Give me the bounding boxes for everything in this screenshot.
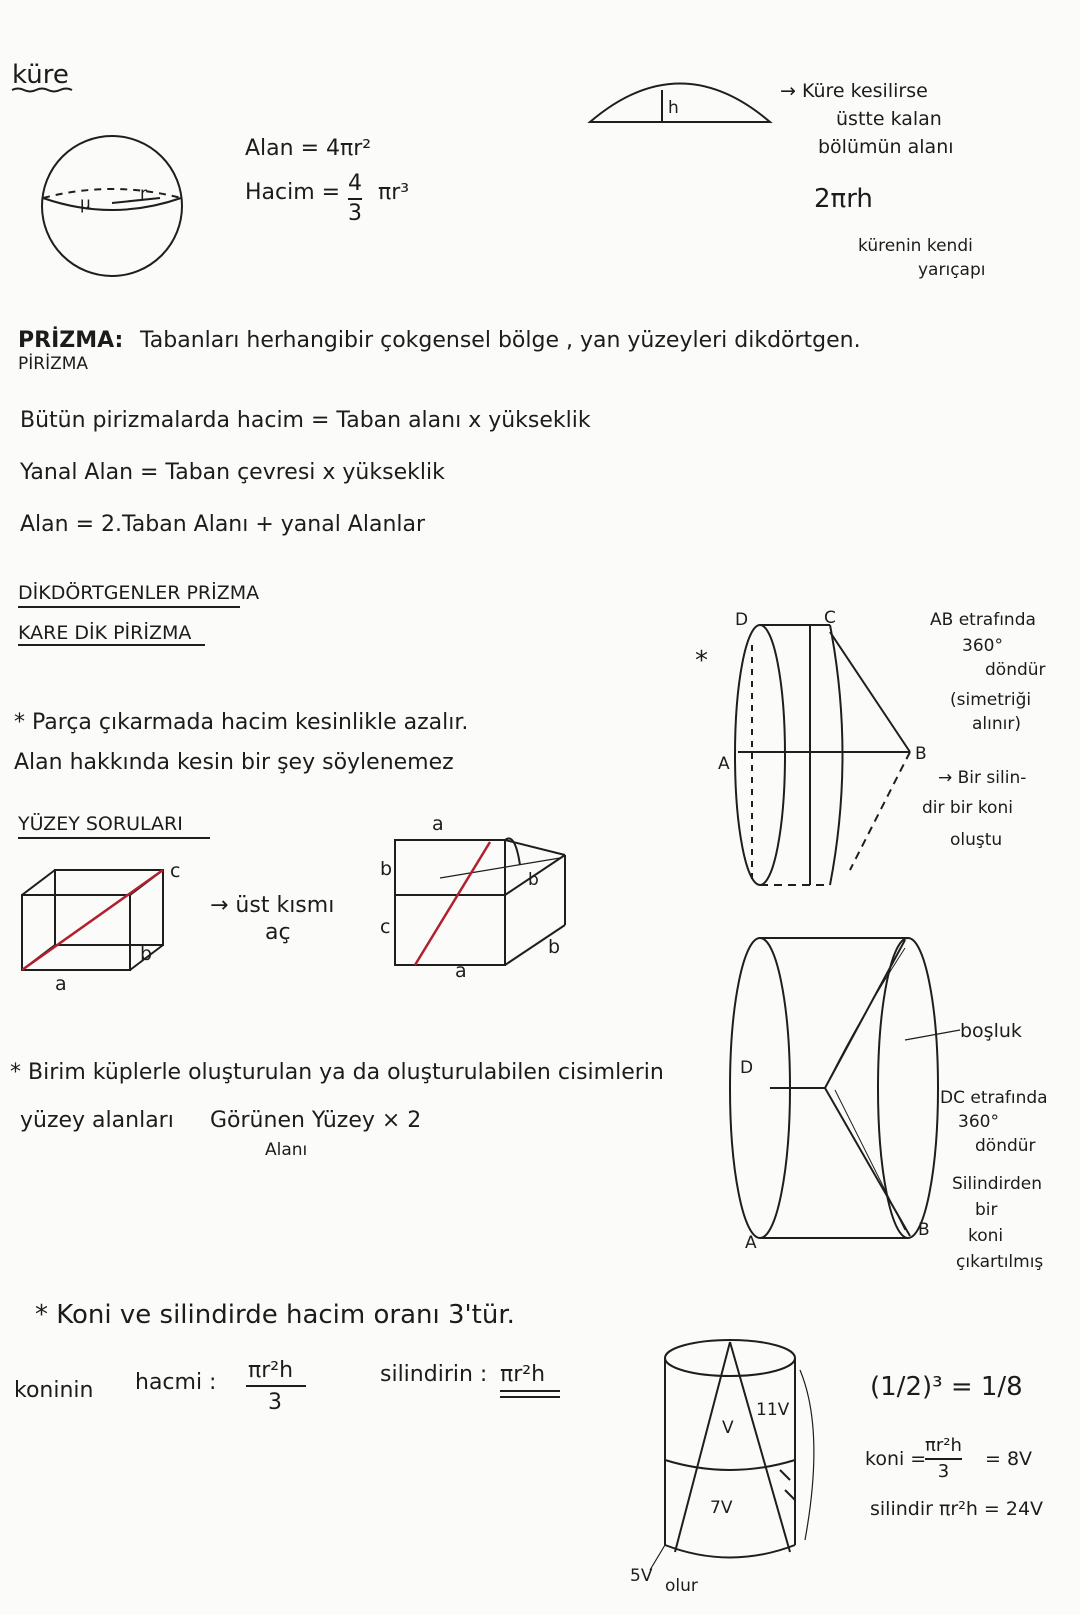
prizma-heading: PRİZMA: [18, 328, 124, 353]
silindir-formula: πr²h [500, 1362, 546, 1387]
net-label-a-bottom: a [455, 960, 467, 982]
rotation2-note-2: 360° [958, 1112, 999, 1132]
koni-hacmi: hacmi : [135, 1370, 217, 1395]
prizma-line-1: Bütün pirizmalarda hacim = Taban alanı x yükseklik [20, 408, 591, 433]
cylinder-label-V: V [722, 1418, 734, 1438]
rotation2-note-6: koni [968, 1226, 1004, 1246]
cap-note-3: bölümün alanı [818, 136, 954, 158]
kure-hacim-fraction [348, 172, 362, 226]
rotation2-label-A: A [745, 1233, 757, 1253]
rotation1-note-1: AB etrafında [930, 610, 1036, 630]
cylinder-koni-value: = 8V [985, 1448, 1033, 1470]
rotation1-label-A: A [718, 754, 730, 774]
cap-note-2: üstte kalan [836, 108, 942, 130]
cylinder-koni-denominator: 3 [937, 1460, 950, 1482]
koni-formula-den: 3 [268, 1390, 282, 1415]
cylinder-label-olur: olur [665, 1576, 698, 1596]
prizma-label-under: PİRİZMA [18, 354, 89, 374]
yuzey-title: YÜZEY SORULARI [18, 813, 183, 835]
box-label-b: b [140, 943, 153, 965]
net-label-b-fold: b [528, 870, 539, 890]
cap-formula: 2πrh [814, 184, 873, 214]
net-label-b-right: b [548, 936, 561, 958]
cylinder-silindir-line: silindir πr²h = 24V [870, 1498, 1044, 1520]
cap-note-1: → Küre kesilirse [780, 80, 928, 102]
prizma-line-2: Yanal Alan = Taban çevresi x yükseklik [20, 460, 445, 485]
rotation2-label-B: B [918, 1220, 930, 1240]
prizma-type-1: DİKDÖRTGENLER PRİZMA [18, 582, 260, 604]
kure-hacim-bar [348, 198, 362, 200]
rotation1-figure [735, 625, 910, 885]
sphere-shape [42, 136, 182, 276]
cylinder-koni-numerator: πr²h [925, 1435, 962, 1456]
prizma-type-2: KARE DİK PİRİZMA [18, 622, 192, 644]
koni-line-1: * Koni ve silindirde hacim oranı 3'tür. [35, 1300, 515, 1330]
rotation1-result-1: → Bir silin- [938, 768, 1027, 788]
net-label-a-top: a [432, 813, 444, 835]
koni-label: koninin [14, 1378, 94, 1403]
sphere-equator-front [43, 198, 181, 210]
cylinder-koni-fraction [925, 1436, 962, 1482]
birim-formula-sub: Alanı [265, 1140, 308, 1160]
rotation2-label-D: D [740, 1058, 754, 1078]
cylinder-figure [650, 1340, 814, 1570]
cylinder-label-7V: 7V [710, 1498, 733, 1518]
kure-hacim-suffix: πr³ [378, 180, 410, 205]
birim-line-2: yüzey alanları [20, 1108, 174, 1133]
rotation2-note-7: çıkartılmış [956, 1252, 1044, 1272]
birim-line-1: * Birim küplerle oluşturulan ya da oluşturulabilen cisimlerin [10, 1060, 664, 1085]
silindir-label: silindirin : [380, 1362, 488, 1387]
rotation1-result-3: oluştu [950, 830, 1003, 850]
net-diagonal [415, 842, 490, 965]
box-label-c: c [170, 860, 181, 882]
kure-hacim-prefix: Hacim = [245, 180, 341, 205]
spherical-cap [590, 84, 770, 123]
rotation2-note-3: döndür [975, 1136, 1036, 1156]
cylinder-koni-bar [925, 1458, 962, 1460]
sphere-center-label: μ [80, 194, 91, 214]
box-label-a: a [55, 973, 67, 995]
cap-r-note-2: yarıçapı [918, 260, 986, 280]
rotation2-note-1: DC etrafında [940, 1088, 1048, 1108]
rotation1-note-5: alınır) [972, 714, 1021, 734]
kure-title: küre [12, 60, 69, 90]
rotation2-bosluk: boşluk [960, 1020, 1022, 1042]
net-label-c: c [380, 916, 391, 938]
cylinder-label-11V: 11V [756, 1400, 790, 1420]
rotation1-label-D: D [735, 610, 749, 630]
birim-formula: Görünen Yüzey × 2 [210, 1108, 422, 1133]
ust-kismi-1: → üst kısmı [210, 893, 335, 918]
koni-formula-num: πr²h [248, 1358, 294, 1383]
cylinder-label-5V: 5V [630, 1566, 653, 1586]
rotation2-figure [730, 938, 960, 1238]
rotation2-note-4: Silindirden [952, 1174, 1042, 1194]
sphere-radius [112, 198, 160, 203]
sphere-equator-back [43, 189, 181, 198]
prizma-note-2: Alan hakkında kesin bir şey söylenemez [14, 750, 454, 775]
rotation1-note-2: 360° [962, 636, 1003, 656]
rotation1-result-2: dir bir koni [922, 798, 1013, 818]
prizma-note-1: * Parça çıkarmada hacim kesinlikle azalır. [14, 710, 469, 735]
cylinder-ratio: (1/2)³ = 1/8 [870, 1372, 1023, 1402]
kure-hacim-numerator: 4 [348, 171, 362, 196]
rotation1-note-3: döndür [985, 660, 1046, 680]
rotation1-label-C: C [824, 608, 836, 628]
kure-alan: Alan = 4πr² [245, 136, 372, 161]
rotation1-label-B: B [915, 744, 927, 764]
prizma-definition: Tabanları herhangibir çokgensel bölge , yan yüzeyleri dikdörtgen. [140, 328, 861, 353]
cylinder-koni-prefix: koni = [865, 1448, 927, 1470]
rotation2-note-5: bir [975, 1200, 998, 1220]
net-label-b: b [380, 858, 393, 880]
prizma-line-3: Alan = 2.Taban Alanı + yanal Alanlar [20, 512, 426, 537]
rotation1-star: * [695, 646, 708, 676]
ust-kismi-2: aç [265, 920, 291, 945]
kure-hacim-denominator: 3 [348, 201, 362, 227]
cap-height-label: h [668, 98, 679, 118]
rotation1-note-4: (simetriği [950, 690, 1032, 710]
sphere-radius-label: r [140, 184, 147, 204]
cap-r-note-1: kürenin kendi [858, 236, 973, 256]
